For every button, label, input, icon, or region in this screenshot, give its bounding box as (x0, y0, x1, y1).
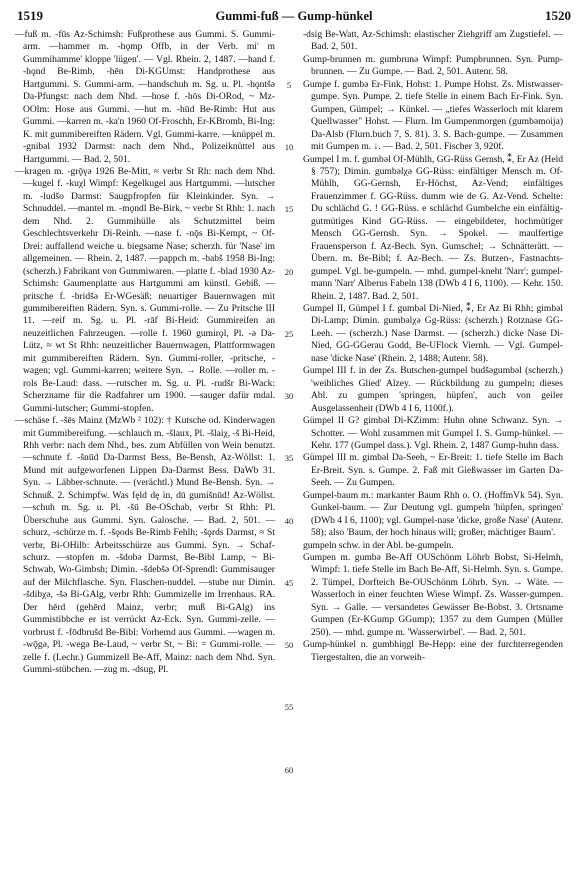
right-entry-10: gumpeln schw. in der Abl. be-gumpeln. (303, 539, 454, 551)
line-number: 35 (284, 453, 294, 463)
line-number: 45 (284, 578, 294, 588)
line-number: 20 (284, 267, 294, 277)
right-entry-3: Gumpe f. gumbə Er-Fink, Hohst: 1. Pumpe Hohst. Zs. Mistwasser-gumpe. Syn. Pumpe. 2. tiefe Stelle in einem Bach Er-Fink. Syn. Gumpen, Gümpel; → Künkel. — „tiefes Wasserloch mit klarem Quellwasser" Hohst. — Flurn. Im Gumpenmorgen (gumbəmoija) Da-Alsb (Flurn.buch 7, S. 81). 3. S. Bach-gumpe. — Zusammen mit Gumpen m. ↓. — Bad. 2, 501. Fischer 3, 920f. (303, 78, 563, 153)
line-number: 30 (284, 391, 294, 401)
line-number: 25 (284, 329, 294, 339)
right-entry-2: Gump-brunnen m. gumbrunə Wimpf: Pumpbrunnen. Syn. Pump-brunnen. — Zu Gumpe. — Bad. 2, 501. Autenr. 58. (303, 53, 563, 78)
page-title: Gummi-fuß — Gump-hünkel (215, 9, 373, 23)
line-number: 50 (284, 640, 294, 650)
page-header (15, 8, 573, 26)
right-entry-4: Gumpel I m. f. gumbəl Of-Mühlh, GG-Rüss Gernsh, ⁑, Er Az (Held § 757); Dimin. gumbəlχə GG-Rüss: einfältiger Mensch m. Of-Mühlh, GG-Gernsh, Er-Höchst, Az-Vend; einfältiges Frauenzimmer f. GG-Rüss. dumm wie de G. Az-Vend. Schelte: Du schlächd G. ! GG-Rüss. e schlächd Gumbelche ein einfältig-gutmütiges Kind GG-Rüss. — eingebildeter, hochmütiger Mensch GG-Gernsh. Syn. → Spokel. — maulfertige Frauensperson f. Az-Bech. Syn. Gumschel; → Schnätterätt. — Übern. m. Be-Bibl; f. Az-Bech. — Zs. Butzen-, Fastnachts-gumpel. Vgl. be-gumpeln. — mhd. gumpel-kneht 'Narr'; gumpel-mann 'Narr' Alberus Fabeln 138 (DWb 4 I 6, 1100). — Kehr. 150. Rhein. 2, 1487. Bad. 2, 501. (303, 153, 563, 302)
left-entry-2: —kragen m. -grǭγə 1926 Be-Mitt, ≈ verbr St Rh: nach dem Nhd. —kugel f. -kuχl Wimpf: Kegelkugel aus Hartgummi. —lutscher m. -ludšo Darmst: Saugpfropfen für Kleinkinder. Syn. → Schnuddel. —mantel m. -mǫndl Be-Birk, ~ verbr St Rhh: 1. nach dem Nhd. 2. Gummihülle als Schutzmittel beim Geschlechtsverkehr Di-Reinh. —nase f. -nǭs Bi-Kempt, ~ Of-Drei: auffallend weiche u. biegsame Nase; scherzh. für 'Nase' im allgemeinen. — Rhein. 2, 1487. —pappch m. -babš 1958 Bi-Ing: (scherzh.) Fabrikant von Gummiwaren. —platte f. -blad 1930 Az-Schimsh: Gaumenplatte aus Hartgummi am künstl. Gebiß. —pritsche f. -bridšə Er-WGesäß: neuartiger Bauernwagen mit gummibereiften Rädern. Syn. s. Gummi-rolle. — Zu Pritsche III 11. —reif m. Sg. u. Pl. -rāf Bi-Heid: Gummireifen an neuzeitlichen Fahrzeugen. —rolle f. 1960 gumirǫl, Pl. -ə Da-Lütz, ≈ wt St Rhh: neuzeitlicher Bauernwagen, Plattformwagen mit gummibereiften Rädern. Syn. Gummi-roller, -pritsche, -wagen; vgl. Gummi-karren; weitere Syn. → Rolle. —roller m. -rols Be-Laud: dass. —rutscher m. Sg. u. Pl. -rudšr Bi-Wack: Scherzname für die Radfahrer um 1900. —sauger dafür mdal. Gummi-lutscher; Gummi-stopfen. (15, 165, 275, 414)
right-entry-6: Gumpel III f. in der Zs. Butschen-gumpel budšəgumbəl (scherzh.) 'weibliches Glied' Alzey. — Rückbildung zu gumpeln; dieses Abl. zu gumpen 'springen, hüpfen', auch von geiler Ausgelassenheit (DWb 4 I 6, 1100f.). (303, 365, 563, 414)
line-number: 5 (286, 80, 292, 90)
left-entry-3: —schäse f. -šēs Mainz (MzWb ² 102): † Kutsche od. Kinderwagen mit Gummibereifung. —schlauch m. -šlaux, Pl. -šlaiχ, -š Bi-Heid, Rhh verbr: nach dem Nhd., bes. zum Abfüllen von Wein benutzt. —schnute f. -šnūd Da-Darmst Bess, Be-Bensh, Az-Wöllst: 1. Mund mit aufgeworfenen Lippen Da-Darmst Bess. DaWb 31. Syn. → Läbber-schnute. — (verächtl.) Mund Be-Bensh. Syn. → Schnuß. 2. Schimpfw. Was fęld dę in, dū gumišnūd! Az-Wöllst. —schuh m. Sg. u. Pl. -šū Be-OSchab, verbr St Rhh: Pl. Überschuhe aus Gummi. Syn. Galosche. — Bad. 2, 501. —schurz, -schürze m. f. -šǫods Be-Rimb Fehlh; -šǫrds Darmst, ≈ St verbr, Bi-OHilb: Arbeitsschürze aus Gummi. Syn. → Schaf-schurz. —stopfen m. -šdobə Darmst, Be-Bibl Lamp, ~ Bi-Schwab, Wo-Gimbsh; Dimin. -šdebšə Of-Sprendl: Gummisauger auf der Milchflasche. Syn. Flaschen-nuddel. —stube nur Dimin. -šdibχə, -šə Bi-GAlg, verbr Rhh: Gummizelle im Irrenhaus. RA. Der hērd (gehērd Mainz, verbr; muß Bi-GAlg) ins Gummistibbche er ist verrückt Az-Eck. Syn. Gummi-zelle. —vorbrust f. -fōdbrušd Be-Bibl: Vorhemd aus Gummi. —wagen m. -wǭgə, Pl. -wegə Be-Laud, ~ verbr St, ~ Bi: = Gummi-rolle. —zelle f. (Lechr.) Gummizell Be-Aff, Mainz: nach dem Nhd. Syn. Gummi-stübchen. —zug m. -dsug, Pl. (15, 415, 275, 676)
left-entry-1: —fuß m. -fūs Az-Schimsh: Fußprothese aus Gummi. S. Gummi-arm. —hammer m. -hǫmp Offb, in der Verb. mi' m Gummihamme' kloppe 'lügen'. — Vgl. Rhein. 2, 1487. —hand f. -hǫnd Be-Rimb, -hēn Di-KGUmst: Handprothese aus Hartgummi. S. Gummi-arm. —handschuh m. Sg. u. Pl. -hǫntšə Da-Pfungst: nach dem Nhd. —hose f. -hōs Di-ORod, ~ Mz-OOlm: Hose aus Gummi. —hut m. -hūd Be-Rimb: Hut aus Gummi. —karren m. -ka'n 1960 Of-Froschh, Er-KBromb, Bi-Ing: K. mit gummibereiften Rädern. Vgl. Gummi-karre. —knüppel m. -gnibəl 1932 Darmst: nach dem Nhd., Polizeiknüttel aus Hartgummi. — Bad. 2, 501. (15, 29, 275, 165)
line-number: 10 (284, 142, 294, 152)
right-entry-9: Gumpel-baum m.: markanter Baum Rhh o. O. (HoffmVk 54). Syn. Gunkel-baum. — Zur Deutung vgl. gumpeln 'hüpfen, springen' (DWb 4 I 6, 1100); vgl. Gumpel-nase 'dicke, große Nase' (Autenr. 58); also 'Baum, der hoch hinaus will; großer, mächtiger Baum'. (303, 489, 563, 539)
right-entry-11: Gumpen m. gumbə Be-Aff OUSchönm Löhrb Bobst, Si-Helmh, Wimpf: 1. tiefe Stelle im Bach Be-Aff, Si-Helmh. Syn. s. Gumpe. 2. Tümpel, Dorfteich Be-OUSchönm Löhrb. Syn. → Wäte. — Wasserloch in einer feuchten Wiese Wimpf. Zs. Wasser-gumpen. Syn. → Galle. — versandetes Gewässer Be-Bobst. 3. Ortsname Gumpen (Er-KGump GGump); 1357 zu dem Gumpen (Müller 250). — mhd. gumpe m. 'Wasserwirbel'. — Bad. 2, 501. (303, 552, 563, 638)
line-number: 15 (284, 204, 294, 214)
right-entry-7: Gümpel II G? gimbəl Di-KZimm: Huhn ohne Schwanz. Syn. → Schotter. — Wohl zusammen mit Gumpel I. S. Gump-hünkel. — Kehr. 177 (Gumpel dass.). Vgl. Rhein. 2, 1487 Gump-huhn dass. (303, 415, 563, 451)
right-entry-12: Gump-hünkel n. gumbhiŋgl Be-Hepp: eine der furchterregenden Tiergestalten, die an vorweih- (303, 639, 563, 663)
line-number: 40 (284, 516, 294, 526)
right-column (303, 29, 563, 677)
line-number: 60 (284, 765, 294, 775)
right-entry-8: Gümpel III m. gimbəl Da-Seeh, ~ Er-Breit: 1. tiefe Stelle im Bach Er-Breit. Syn. s. Gumpe. 2. Faß mit Gießwasser im Garten Da-Seeh. — Zu Gumpen. (303, 452, 563, 489)
two-column-body (15, 29, 573, 775)
right-entry-5: Gumpel II, Gümpel I f. gumbəl Di-Nied, ⁑, Er Az Bi Rhh; gimbəl Di-Lamp; Dimin. gumbəlχə Gg-Rüss: (scherzh.) Rotznase GG-Leeh. — (scherzh.) Nase Darmst. — (scherzh.) dicke Nase Di-Nied, GG-GGerau Godd, Be-UFlock Viernh. — Vgl. Gumpel-nase 'dicke Nase' (Rhein. 2, 1488; Autenr. 58). (303, 302, 563, 364)
page-number-left: 1519 (17, 8, 43, 23)
right-entry-1: -dsig Be-Watt, Az-Schimsh: elastischer Ziehgriff am Zugstiefel. — Bad. 2, 501. (303, 29, 563, 53)
line-number: 55 (284, 702, 294, 712)
left-column (15, 29, 275, 677)
page-number-right: 1520 (544, 8, 571, 23)
line-number-gutter (275, 29, 303, 775)
